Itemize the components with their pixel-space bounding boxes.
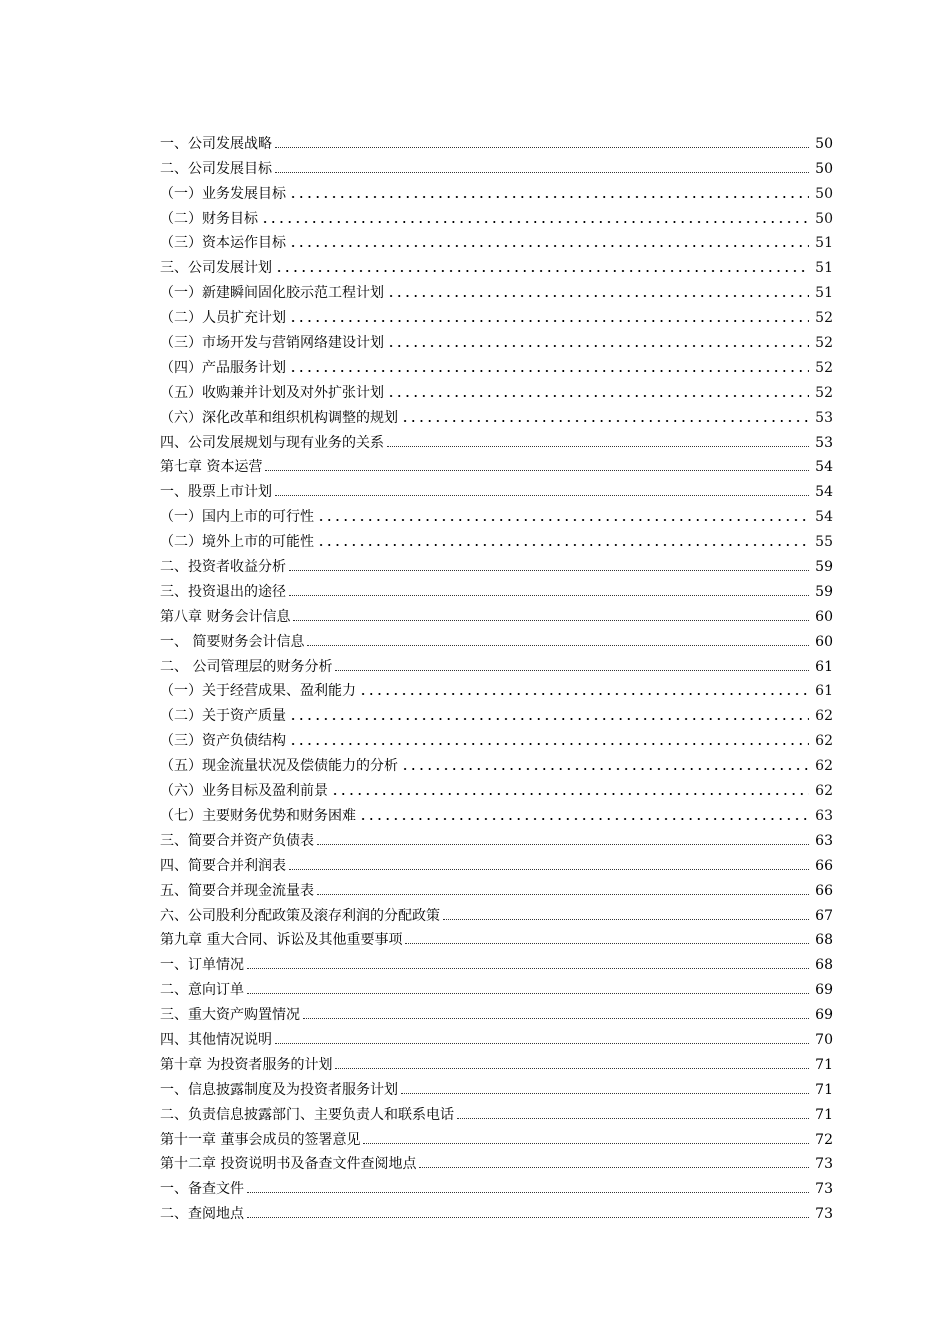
toc-entry[interactable] <box>160 624 833 649</box>
toc-dot-leader <box>289 568 809 571</box>
toc-entry-title: （二）境外上市的可能性 <box>160 534 314 551</box>
toc-entry-title: （一）关于经营成果、盈利能力 <box>160 683 356 700</box>
toc-dot-leader <box>275 493 809 496</box>
toc-entry-title: （二）人员扩充计划 <box>160 310 286 327</box>
toc-entry[interactable] <box>160 1171 833 1196</box>
toc-dot-leader <box>317 544 809 546</box>
toc-dot-leader <box>275 145 809 148</box>
toc-entry-title: （七）主要财务优势和财务困难 <box>160 807 356 824</box>
toc-dot-leader <box>335 1066 809 1069</box>
toc-entry[interactable] <box>160 848 833 873</box>
toc-entry-title: 三、公司发展计划 <box>160 260 272 277</box>
toc-entry[interactable] <box>160 1196 833 1221</box>
toc-entry[interactable] <box>160 823 833 848</box>
toc-entry-page-number: 67 <box>815 907 833 924</box>
toc-entry-title: （一）国内上市的可行性 <box>160 509 314 526</box>
toc-entry-title: （三）资本运作目标 <box>160 235 286 252</box>
toc-entry-page-number: 61 <box>815 683 833 700</box>
toc-entry-page-number: 71 <box>815 1056 833 1073</box>
toc-dot-leader <box>289 593 809 596</box>
toc-dot-leader <box>261 221 809 223</box>
toc-entry[interactable] <box>160 425 833 450</box>
toc-entry-title: 二、意向订单 <box>160 982 244 999</box>
toc-entry-title: 第八章 财务会计信息 <box>160 608 291 625</box>
toc-entry-page-number: 51 <box>815 285 833 302</box>
toc-dot-leader <box>289 245 809 247</box>
toc-entry[interactable] <box>160 674 833 699</box>
toc-entry-title: （六）业务目标及盈利前景 <box>160 783 328 800</box>
toc-dot-leader <box>289 743 809 745</box>
toc-entry-page-number: 52 <box>815 384 833 401</box>
toc-entry-title: 第十一章 董事会成员的签署意见 <box>160 1131 361 1148</box>
table-of-contents <box>160 126 833 1221</box>
toc-entry-page-number: 53 <box>815 409 833 426</box>
toc-entry[interactable] <box>160 325 833 350</box>
toc-entry-page-number: 51 <box>815 235 833 252</box>
toc-entry-page-number: 71 <box>815 1081 833 1098</box>
toc-dot-leader <box>443 917 809 920</box>
toc-entry[interactable] <box>160 1147 833 1172</box>
toc-entry[interactable] <box>160 176 833 201</box>
toc-entry-page-number: 69 <box>815 1007 833 1024</box>
toc-entry-page-number: 66 <box>815 857 833 874</box>
toc-entry-title: 四、简要合并利润表 <box>160 857 286 874</box>
toc-dot-leader <box>247 991 809 994</box>
toc-entry-title: （四）产品服务计划 <box>160 359 286 376</box>
toc-entry-page-number: 60 <box>815 633 833 650</box>
toc-entry-title: 五、简要合并现金流量表 <box>160 882 314 899</box>
toc-entry-title: 二、查阅地点 <box>160 1206 244 1223</box>
toc-dot-leader <box>401 1091 809 1094</box>
toc-dot-leader <box>317 892 809 895</box>
toc-dot-leader <box>401 768 809 770</box>
toc-entry-page-number: 59 <box>815 583 833 600</box>
toc-entry-page-number: 50 <box>815 185 833 202</box>
toc-entry-title: 第七章 资本运营 <box>160 459 263 476</box>
toc-dot-leader <box>335 668 809 671</box>
toc-entry[interactable] <box>160 599 833 624</box>
toc-entry-page-number: 63 <box>815 807 833 824</box>
toc-entry-title: 一、备查文件 <box>160 1181 244 1198</box>
toc-entry-title: 四、其他情况说明 <box>160 1031 272 1048</box>
toc-dot-leader <box>275 1041 809 1044</box>
toc-entry-page-number: 50 <box>815 210 833 227</box>
toc-entry[interactable] <box>160 923 833 948</box>
toc-entry-page-number: 54 <box>815 484 833 501</box>
toc-dot-leader <box>275 270 809 272</box>
toc-entry-title: 一、 简要财务会计信息 <box>160 633 305 650</box>
toc-entry-page-number: 66 <box>815 882 833 899</box>
toc-dot-leader <box>247 966 809 969</box>
toc-entry-title: （三）市场开发与营销网络建设计划 <box>160 335 384 352</box>
toc-entry[interactable] <box>160 723 833 748</box>
toc-dot-leader <box>331 793 809 795</box>
toc-dot-leader <box>401 420 809 422</box>
toc-entry[interactable] <box>160 773 833 798</box>
toc-entry-page-number: 63 <box>815 832 833 849</box>
toc-dot-leader <box>405 941 809 944</box>
toc-entry[interactable] <box>160 450 833 475</box>
toc-dot-leader <box>387 444 809 447</box>
toc-entry[interactable] <box>160 300 833 325</box>
toc-dot-leader <box>289 370 809 372</box>
toc-entry-page-number: 61 <box>815 658 833 675</box>
toc-entry[interactable] <box>160 574 833 599</box>
toc-entry-page-number: 50 <box>815 135 833 152</box>
toc-entry-title: 二、 公司管理层的财务分析 <box>160 658 333 675</box>
toc-entry[interactable] <box>160 873 833 898</box>
toc-entry-page-number: 73 <box>815 1206 833 1223</box>
toc-entry-title: 一、信息披露制度及为投资者服务计划 <box>160 1081 398 1098</box>
toc-dot-leader <box>289 718 809 720</box>
toc-entry-title: （一）业务发展目标 <box>160 185 286 202</box>
toc-dot-leader <box>359 818 809 820</box>
toc-entry[interactable] <box>160 400 833 425</box>
toc-entry-title: （三）资产负债结构 <box>160 733 286 750</box>
toc-entry-title: 二、投资者收益分析 <box>160 559 286 576</box>
toc-dot-leader <box>289 196 809 198</box>
toc-entry-title: 一、公司发展战略 <box>160 135 272 152</box>
toc-dot-leader <box>275 170 809 173</box>
toc-entry[interactable] <box>160 1072 833 1097</box>
toc-entry[interactable] <box>160 649 833 674</box>
toc-dot-leader <box>247 1215 809 1218</box>
toc-entry-page-number: 62 <box>815 733 833 750</box>
toc-entry-page-number: 68 <box>815 932 833 949</box>
toc-dot-leader <box>293 618 809 621</box>
toc-entry[interactable] <box>160 898 833 923</box>
toc-entry-title: （一）新建瞬间固化胶示范工程计划 <box>160 285 384 302</box>
toc-entry-title: 二、负责信息披露部门、主要负责人和联系电话 <box>160 1106 454 1123</box>
toc-entry-title: 一、股票上市计划 <box>160 484 272 501</box>
toc-entry-title: 第十二章 投资说明书及备查文件查阅地点 <box>160 1156 417 1173</box>
toc-entry-title: （二）财务目标 <box>160 210 258 227</box>
toc-entry-page-number: 59 <box>815 559 833 576</box>
toc-dot-leader <box>317 842 809 845</box>
toc-entry-page-number: 54 <box>815 459 833 476</box>
toc-dot-leader <box>359 693 809 695</box>
toc-dot-leader <box>289 867 809 870</box>
toc-dot-leader <box>419 1165 809 1168</box>
toc-entry[interactable] <box>160 972 833 997</box>
toc-entry-page-number: 53 <box>815 434 833 451</box>
toc-entry[interactable] <box>160 126 833 151</box>
toc-entry[interactable] <box>160 499 833 524</box>
toc-dot-leader <box>265 468 809 471</box>
toc-entry-title: （五）现金流量状况及偿债能力的分析 <box>160 758 398 775</box>
toc-entry[interactable] <box>160 997 833 1022</box>
toc-entry-page-number: 50 <box>815 160 833 177</box>
toc-entry[interactable] <box>160 1022 833 1047</box>
toc-dot-leader <box>247 1190 809 1193</box>
toc-entry-page-number: 72 <box>815 1131 833 1148</box>
toc-entry-page-number: 52 <box>815 359 833 376</box>
toc-entry-page-number: 52 <box>815 310 833 327</box>
toc-dot-leader <box>363 1141 809 1144</box>
toc-dot-leader <box>307 643 809 646</box>
toc-entry[interactable] <box>160 474 833 499</box>
toc-dot-leader <box>289 320 809 322</box>
toc-entry-page-number: 51 <box>815 260 833 277</box>
toc-entry[interactable] <box>160 226 833 251</box>
toc-dot-leader <box>303 1016 809 1019</box>
toc-entry-page-number: 54 <box>815 509 833 526</box>
toc-entry[interactable] <box>160 350 833 375</box>
toc-entry[interactable] <box>160 798 833 823</box>
toc-entry-title: （六）深化改革和组织机构调整的规划 <box>160 409 398 426</box>
toc-entry[interactable] <box>160 1047 833 1072</box>
toc-entry[interactable] <box>160 375 833 400</box>
toc-entry-title: （五）收购兼并计划及对外扩张计划 <box>160 384 384 401</box>
toc-dot-leader <box>457 1116 809 1119</box>
toc-entry-page-number: 70 <box>815 1031 833 1048</box>
toc-entry-title: 三、重大资产购置情况 <box>160 1007 300 1024</box>
toc-entry-title: 四、公司发展规划与现有业务的关系 <box>160 434 384 451</box>
toc-entry[interactable] <box>160 250 833 275</box>
toc-entry-page-number: 73 <box>815 1156 833 1173</box>
toc-entry-title: 三、投资退出的途径 <box>160 583 286 600</box>
toc-entry-page-number: 62 <box>815 783 833 800</box>
toc-entry-title: 第十章 为投资者服务的计划 <box>160 1056 333 1073</box>
toc-entry-page-number: 52 <box>815 335 833 352</box>
toc-dot-leader <box>387 345 809 347</box>
toc-entry-title: 二、公司发展目标 <box>160 160 272 177</box>
toc-entry-page-number: 71 <box>815 1106 833 1123</box>
toc-entry[interactable] <box>160 275 833 300</box>
toc-entry-title: 第九章 重大合同、诉讼及其他重要事项 <box>160 932 403 949</box>
toc-dot-leader <box>317 519 809 521</box>
toc-entry[interactable] <box>160 1097 833 1122</box>
toc-entry-title: 三、简要合并资产负债表 <box>160 832 314 849</box>
toc-entry-page-number: 55 <box>815 534 833 551</box>
toc-entry[interactable] <box>160 947 833 972</box>
toc-entry[interactable] <box>160 524 833 549</box>
toc-entry[interactable] <box>160 151 833 176</box>
toc-entry-page-number: 62 <box>815 708 833 725</box>
toc-entry[interactable] <box>160 698 833 723</box>
toc-dot-leader <box>387 295 809 297</box>
toc-entry-title: 六、公司股利分配政策及滚存利润的分配政策 <box>160 907 440 924</box>
toc-entry-page-number: 73 <box>815 1181 833 1198</box>
toc-dot-leader <box>387 395 809 397</box>
toc-entry-page-number: 60 <box>815 608 833 625</box>
toc-entry-title: （二）关于资产质量 <box>160 708 286 725</box>
toc-entry[interactable] <box>160 1122 833 1147</box>
toc-entry-page-number: 69 <box>815 982 833 999</box>
toc-entry-page-number: 62 <box>815 758 833 775</box>
toc-entry[interactable] <box>160 201 833 226</box>
toc-entry[interactable] <box>160 748 833 773</box>
toc-entry-title: 一、订单情况 <box>160 957 244 974</box>
toc-entry[interactable] <box>160 549 833 574</box>
toc-entry-page-number: 68 <box>815 957 833 974</box>
